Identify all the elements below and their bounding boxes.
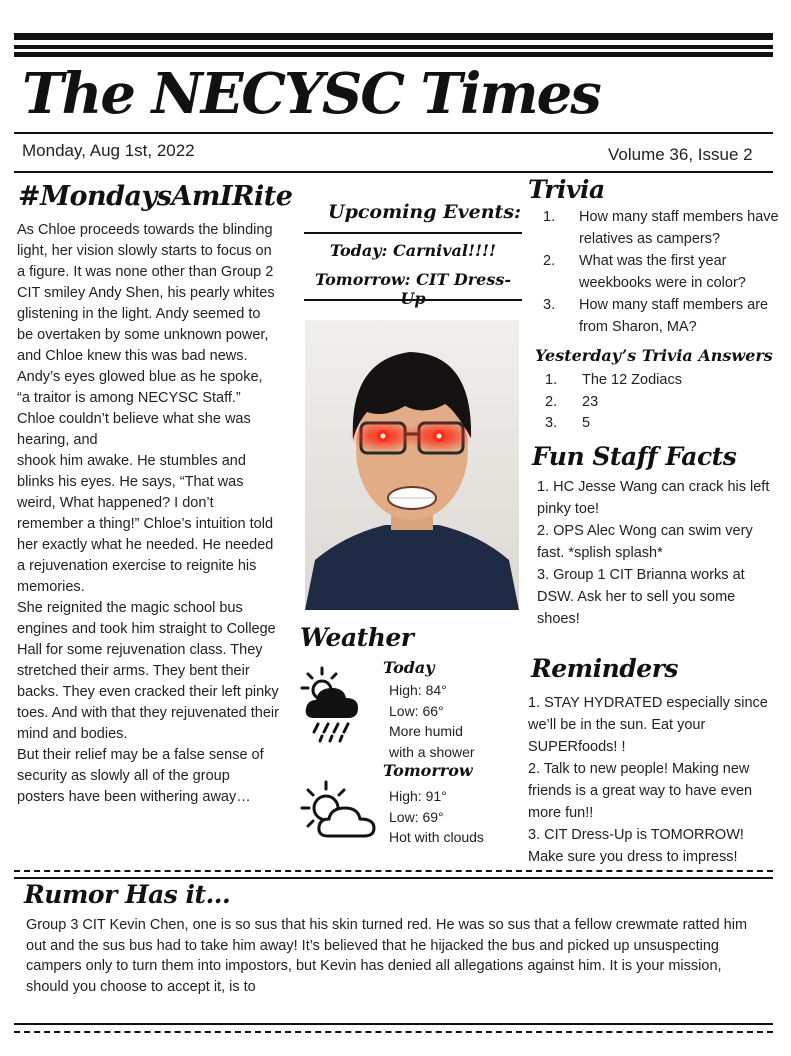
event-today: Today: Carnival!!!!	[329, 241, 497, 260]
rumor-heading: Rumor Has it...	[24, 880, 231, 909]
reminder-item: 3. CIT Dress-Up is TOMORROW! Make sure you dress to impress!	[528, 827, 744, 865]
trivia-question-text: How many staff members are from Sharon, MA?	[579, 297, 769, 335]
staff-photo	[305, 320, 519, 610]
top-rule-thin	[14, 45, 773, 49]
rumor-text: Group 3 CIT Kevin Chen, one is so sus that his skin turned red. He was so sus that a fellow crewmate ratted him out and the sus bus had to take him away! It’s believed that he hijacked the bus and picked up unsuspecting campers only to turn them into impostors, but Kevin has denied all allegations against him. It is your mission, should you choose to accept it, is to	[26, 917, 748, 995]
main-story-paragraph: As Chloe proceeds towards the blinding light, her vision slowly starts to focus on a figure. It was none other than Group 2 CIT smiley Andy Shen, his pearly whites glistening in the light. Andy seemed to be overtaken by some unknown power, and Chloe knew this was bad news. Andy’s eyes glowed blue as he spoke, “a traitor is among NECYSC Staff.” Chloe couldn’t believe what she was hearing, and	[17, 222, 275, 448]
fact-item: 1. HC Jesse Wang can crack his left pinky toe!	[537, 479, 770, 517]
weather-tomorrow-block	[389, 786, 499, 848]
reminder-item: 2. Talk to new people! Making new friends is a great way to have even more fun!!	[528, 761, 753, 821]
main-story-paragraph: She reignited the magic school bus engines and took him straight to College Hall for some rejuvenation class. They stretched their arms. They bent their backs. They even cracked their left pinky toes. And with that they rejuvenated their mind and bodies.	[17, 600, 279, 742]
top-rule-thick-2	[14, 52, 773, 57]
trivia-questions	[529, 206, 779, 338]
trivia-question-text: How many staff members have relatives as campers?	[579, 209, 779, 247]
weather-heading: Weather	[300, 623, 414, 652]
weather-today-block	[389, 680, 489, 762]
bottom-rule	[14, 1023, 773, 1025]
trivia-question-number: 2.	[543, 253, 556, 269]
issue-volume: Volume 36, Issue 2	[608, 145, 753, 164]
trivia-question	[529, 294, 779, 338]
weather-today-high: High: 84°	[389, 682, 447, 698]
events-top-rule	[304, 232, 522, 234]
rain-cloud-sun-icon	[300, 664, 362, 744]
sun-behind-cloud-icon	[300, 780, 380, 842]
trivia-answer-text: The 12 Zodiacs	[582, 372, 682, 388]
trivia-answer	[531, 413, 771, 435]
dateline-top-rule	[14, 132, 773, 134]
rumor-top-rule	[14, 877, 773, 879]
trivia-answers	[531, 370, 771, 435]
reminders-list	[528, 692, 768, 868]
event-tomorrow: Tomorrow: CIT Dress-	[315, 270, 511, 289]
top-rule-thick	[14, 33, 773, 40]
trivia-answer-number: 3.	[545, 415, 558, 431]
trivia-answer-number: 1.	[545, 372, 558, 388]
fact-item: 2. OPS Alec Wong can swim very fast. *splish splash*	[537, 523, 753, 561]
trivia-question-text: What was the first year weekbooks were in color?	[579, 253, 746, 291]
main-story-heading: #MondaysAmIRite	[18, 181, 293, 212]
rumor-top-divider	[14, 870, 773, 872]
reminders-heading: Reminders	[531, 654, 678, 683]
weather-tomorrow-desc: Hot with clouds	[389, 829, 484, 845]
trivia-question	[529, 206, 779, 250]
reminder-item: 1. STAY HYDRATED especially since we’ll be in the sun. Eat your SUPERfoods! !	[528, 695, 768, 755]
events-heading: Upcoming Events:	[328, 201, 522, 223]
trivia-answer	[531, 392, 771, 414]
trivia-answers-heading: Yesterday’s Trivia Answers	[535, 346, 773, 365]
trivia-question	[529, 250, 779, 294]
main-story-paragraph: shook him awake. He stumbles and blinks his eyes. He says, “That was weird, What happened? I don’t remember a thing!” Chloe’s intuition told her exactly what he needed. He needed a rejuvenation exercise to reignite his memories.	[17, 453, 274, 595]
trivia-answer-text: 23	[582, 393, 599, 410]
weather-today-desc: More humid with a shower	[389, 723, 475, 760]
staff-portrait-image	[305, 320, 519, 610]
events-bottom-rule	[304, 299, 522, 301]
weather-tomorrow-low: Low: 69°	[389, 808, 444, 825]
weather-today-label: Today	[383, 658, 435, 677]
masthead-title: The NECYSC Times	[22, 61, 600, 127]
trivia-heading: Trivia	[528, 175, 605, 204]
weather-tomorrow-label: Tomorrow	[383, 761, 473, 780]
facts-list	[537, 476, 777, 630]
weather-tomorrow-high: High: 91°	[389, 788, 447, 804]
issue-date: Monday, Aug 1st, 2022	[22, 141, 195, 160]
trivia-question-number: 3.	[543, 297, 556, 313]
trivia-answer	[531, 370, 771, 392]
trivia-answer-text: 5	[582, 415, 591, 431]
main-story-paragraph: But their relief may be a false sense of security as slowly all of the group posters have been withering away…	[17, 747, 264, 805]
trivia-answer-number: 2.	[545, 393, 558, 410]
fact-item: 3. Group 1 CIT Brianna works at DSW. Ask her to sell you some shoes!	[537, 567, 745, 627]
facts-heading: Fun Staff Facts	[532, 442, 737, 471]
trivia-question-number: 1.	[543, 209, 556, 225]
weather-today-low: Low: 66°	[389, 702, 444, 719]
bottom-divider	[14, 1031, 773, 1033]
main-story-body	[17, 220, 279, 808]
dateline-bottom-rule	[14, 171, 773, 173]
